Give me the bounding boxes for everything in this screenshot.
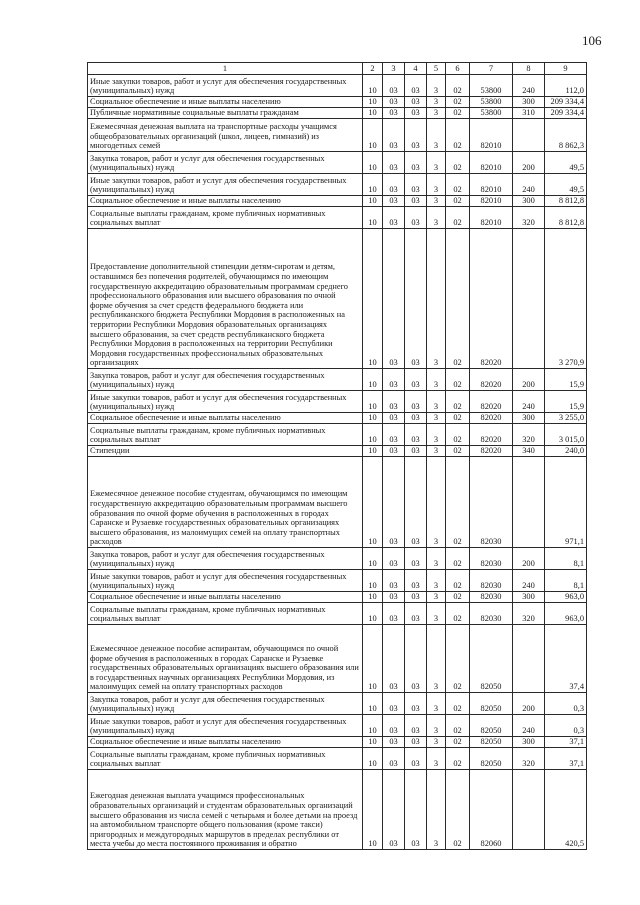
expense-name-cell: Иные закупки товаров, работ и услуг для обеспечения государственных (муниципальных) нужд <box>88 715 363 737</box>
table-row <box>88 770 587 850</box>
expense-name-cell: Социальное обеспечение и иные выплаты населению <box>88 196 363 207</box>
code-cell: 03 <box>405 748 427 770</box>
table-row <box>88 457 587 548</box>
code-cell: 02 <box>446 424 470 446</box>
amount-cell: 209 334,4 <box>545 108 587 119</box>
code-cell: 3 <box>427 424 446 446</box>
code-cell: 03 <box>383 108 405 119</box>
expense-type-cell: 300 <box>513 592 545 603</box>
column-header: 7 <box>470 63 513 75</box>
code-cell: 03 <box>383 748 405 770</box>
code-cell: 03 <box>405 391 427 413</box>
amount-cell: 15,9 <box>545 391 587 413</box>
expense-type-cell: 240 <box>513 391 545 413</box>
table-row <box>88 715 587 737</box>
target-article-cell: 82050 <box>470 737 513 748</box>
expense-type-cell: 240 <box>513 715 545 737</box>
code-cell: 03 <box>383 119 405 152</box>
expense-name-cell: Социальное обеспечение и иные выплаты населению <box>88 97 363 108</box>
target-article-cell: 82010 <box>470 174 513 196</box>
table-header-row <box>88 63 587 75</box>
target-article-cell: 82030 <box>470 603 513 625</box>
amount-cell: 3 270,9 <box>545 229 587 369</box>
expense-name-cell: Ежегодная денежная выплата учащимся профессиональных образовательных организаций и студентам образовательных организаций высшего образования из числа семей с четырьмя и более детьми на проезд на автомобильном транспорте общего пользования (кроме такси) пригородных и междугородных маршрутов в пределах республики от места учебы до места постоянного проживания и обратно <box>88 770 363 850</box>
code-cell: 10 <box>363 207 383 229</box>
amount-cell: 240,0 <box>545 446 587 457</box>
code-cell: 02 <box>446 457 470 548</box>
code-cell: 3 <box>427 75 446 97</box>
code-cell: 02 <box>446 603 470 625</box>
expense-type-cell: 320 <box>513 603 545 625</box>
table-row <box>88 603 587 625</box>
table-row <box>88 152 587 174</box>
code-cell: 3 <box>427 174 446 196</box>
code-cell: 3 <box>427 391 446 413</box>
code-cell: 02 <box>446 152 470 174</box>
target-article-cell: 82010 <box>470 152 513 174</box>
code-cell: 3 <box>427 625 446 693</box>
target-article-cell: 82010 <box>470 119 513 152</box>
code-cell: 03 <box>405 693 427 715</box>
code-cell: 03 <box>405 570 427 592</box>
target-article-cell: 82020 <box>470 369 513 391</box>
code-cell: 03 <box>405 207 427 229</box>
table-row <box>88 570 587 592</box>
code-cell: 02 <box>446 196 470 207</box>
target-article-cell: 82020 <box>470 391 513 413</box>
code-cell: 02 <box>446 391 470 413</box>
code-cell: 02 <box>446 174 470 196</box>
expense-type-cell: 200 <box>513 693 545 715</box>
code-cell: 10 <box>363 770 383 850</box>
expense-type-cell: 240 <box>513 174 545 196</box>
table-row <box>88 174 587 196</box>
amount-cell: 420,5 <box>545 770 587 850</box>
code-cell: 03 <box>405 229 427 369</box>
code-cell: 02 <box>446 75 470 97</box>
code-cell: 10 <box>363 174 383 196</box>
target-article-cell: 82050 <box>470 715 513 737</box>
expense-type-cell: 340 <box>513 446 545 457</box>
table-row <box>88 196 587 207</box>
code-cell: 02 <box>446 592 470 603</box>
expense-type-cell: 300 <box>513 97 545 108</box>
amount-cell: 37,4 <box>545 625 587 693</box>
column-header: 6 <box>446 63 470 75</box>
budget-table <box>87 62 587 850</box>
expense-type-cell <box>513 770 545 850</box>
code-cell: 03 <box>405 603 427 625</box>
expense-type-cell: 300 <box>513 196 545 207</box>
code-cell: 03 <box>405 75 427 97</box>
code-cell: 3 <box>427 152 446 174</box>
target-article-cell: 82020 <box>470 424 513 446</box>
table-row <box>88 592 587 603</box>
expense-type-cell: 200 <box>513 152 545 174</box>
code-cell: 10 <box>363 119 383 152</box>
table-row <box>88 369 587 391</box>
code-cell: 10 <box>363 715 383 737</box>
amount-cell: 37,1 <box>545 748 587 770</box>
target-article-cell: 82020 <box>470 229 513 369</box>
code-cell: 10 <box>363 625 383 693</box>
amount-cell: 8,1 <box>545 548 587 570</box>
code-cell: 03 <box>405 715 427 737</box>
code-cell: 3 <box>427 748 446 770</box>
target-article-cell: 82060 <box>470 770 513 850</box>
code-cell: 10 <box>363 108 383 119</box>
code-cell: 10 <box>363 97 383 108</box>
expense-name-cell: Социальные выплаты гражданам, кроме публичных нормативных социальных выплат <box>88 603 363 625</box>
code-cell: 10 <box>363 457 383 548</box>
target-article-cell: 82050 <box>470 625 513 693</box>
expense-name-cell: Ежемесячная денежная выплата на транспортные расходы учащимся общеобразовательных организаций (школ, лицеев, гимназий) из многодетных семей <box>88 119 363 152</box>
code-cell: 03 <box>405 737 427 748</box>
expense-name-cell: Социальные выплаты гражданам, кроме публичных нормативных социальных выплат <box>88 748 363 770</box>
code-cell: 03 <box>405 446 427 457</box>
code-cell: 3 <box>427 196 446 207</box>
code-cell: 03 <box>405 174 427 196</box>
expense-type-cell: 240 <box>513 75 545 97</box>
amount-cell: 3 255,0 <box>545 413 587 424</box>
code-cell: 03 <box>405 770 427 850</box>
expense-type-cell <box>513 119 545 152</box>
expense-name-cell: Социальные выплаты гражданам, кроме публичных нормативных социальных выплат <box>88 207 363 229</box>
column-header: 3 <box>383 63 405 75</box>
code-cell: 10 <box>363 196 383 207</box>
amount-cell: 112,0 <box>545 75 587 97</box>
amount-cell: 8 812,8 <box>545 207 587 229</box>
amount-cell: 963,0 <box>545 592 587 603</box>
code-cell: 03 <box>405 625 427 693</box>
code-cell: 10 <box>363 152 383 174</box>
code-cell: 3 <box>427 119 446 152</box>
code-cell: 02 <box>446 413 470 424</box>
amount-cell: 8 812,8 <box>545 196 587 207</box>
code-cell: 10 <box>363 748 383 770</box>
code-cell: 10 <box>363 737 383 748</box>
code-cell: 3 <box>427 413 446 424</box>
table-row <box>88 424 587 446</box>
code-cell: 03 <box>383 207 405 229</box>
column-header: 2 <box>363 63 383 75</box>
expense-name-cell: Иные закупки товаров, работ и услуг для обеспечения государственных (муниципальных) нужд <box>88 391 363 413</box>
expense-name-cell: Социальное обеспечение и иные выплаты населению <box>88 413 363 424</box>
code-cell: 10 <box>363 570 383 592</box>
code-cell: 03 <box>405 108 427 119</box>
code-cell: 03 <box>405 152 427 174</box>
expense-type-cell: 300 <box>513 737 545 748</box>
expense-name-cell: Закупка товаров, работ и услуг для обеспечения государственных (муниципальных) нужд <box>88 369 363 391</box>
code-cell: 02 <box>446 548 470 570</box>
code-cell: 03 <box>383 625 405 693</box>
code-cell: 03 <box>383 603 405 625</box>
table-row <box>88 693 587 715</box>
code-cell: 02 <box>446 229 470 369</box>
code-cell: 3 <box>427 592 446 603</box>
code-cell: 03 <box>383 229 405 369</box>
target-article-cell: 53800 <box>470 108 513 119</box>
code-cell: 03 <box>383 152 405 174</box>
code-cell: 3 <box>427 570 446 592</box>
code-cell: 10 <box>363 592 383 603</box>
code-cell: 03 <box>383 413 405 424</box>
target-article-cell: 82050 <box>470 748 513 770</box>
amount-cell: 963,0 <box>545 603 587 625</box>
column-header: 9 <box>545 63 587 75</box>
code-cell: 03 <box>383 424 405 446</box>
expense-name-cell: Социальные выплаты гражданам, кроме публичных нормативных социальных выплат <box>88 424 363 446</box>
target-article-cell: 82010 <box>470 207 513 229</box>
code-cell: 03 <box>383 737 405 748</box>
code-cell: 03 <box>383 548 405 570</box>
code-cell: 03 <box>405 548 427 570</box>
code-cell: 02 <box>446 369 470 391</box>
code-cell: 03 <box>383 570 405 592</box>
table-row <box>88 119 587 152</box>
table-row <box>88 737 587 748</box>
code-cell: 02 <box>446 108 470 119</box>
code-cell: 3 <box>427 693 446 715</box>
code-cell: 02 <box>446 446 470 457</box>
code-cell: 02 <box>446 97 470 108</box>
table-row <box>88 108 587 119</box>
code-cell: 3 <box>427 369 446 391</box>
table-row <box>88 446 587 457</box>
amount-cell: 49,5 <box>545 152 587 174</box>
code-cell: 02 <box>446 207 470 229</box>
amount-cell: 3 015,0 <box>545 424 587 446</box>
code-cell: 03 <box>383 715 405 737</box>
amount-cell: 15,9 <box>545 369 587 391</box>
code-cell: 02 <box>446 715 470 737</box>
code-cell: 03 <box>405 119 427 152</box>
code-cell: 03 <box>383 75 405 97</box>
amount-cell: 8 862,3 <box>545 119 587 152</box>
expense-name-cell: Иные закупки товаров, работ и услуг для обеспечения государственных (муниципальных) нужд <box>88 570 363 592</box>
expense-name-cell: Публичные нормативные социальные выплаты гражданам <box>88 108 363 119</box>
code-cell: 03 <box>383 391 405 413</box>
code-cell: 03 <box>383 97 405 108</box>
column-header: 5 <box>427 63 446 75</box>
target-article-cell: 82020 <box>470 413 513 424</box>
expense-name-cell: Закупка товаров, работ и услуг для обеспечения государственных (муниципальных) нужд <box>88 152 363 174</box>
code-cell: 3 <box>427 715 446 737</box>
code-cell: 03 <box>405 592 427 603</box>
code-cell: 10 <box>363 424 383 446</box>
code-cell: 02 <box>446 748 470 770</box>
code-cell: 03 <box>405 413 427 424</box>
code-cell: 03 <box>383 693 405 715</box>
code-cell: 3 <box>427 229 446 369</box>
code-cell: 03 <box>383 457 405 548</box>
code-cell: 10 <box>363 548 383 570</box>
page-number: 106 <box>582 33 602 48</box>
code-cell: 03 <box>383 174 405 196</box>
table-row <box>88 207 587 229</box>
expense-name-cell: Иные закупки товаров, работ и услуг для обеспечения государственных (муниципальных) нужд <box>88 174 363 196</box>
code-cell: 03 <box>383 770 405 850</box>
code-cell: 3 <box>427 457 446 548</box>
code-cell: 3 <box>427 737 446 748</box>
code-cell: 02 <box>446 693 470 715</box>
expense-type-cell <box>513 229 545 369</box>
code-cell: 10 <box>363 413 383 424</box>
code-cell: 02 <box>446 625 470 693</box>
target-article-cell: 82030 <box>470 457 513 548</box>
code-cell: 03 <box>383 369 405 391</box>
table-row <box>88 748 587 770</box>
expense-name-cell: Закупка товаров, работ и услуг для обеспечения государственных (муниципальных) нужд <box>88 548 363 570</box>
code-cell: 03 <box>405 424 427 446</box>
table-row <box>88 625 587 693</box>
column-header: 8 <box>513 63 545 75</box>
expense-name-cell: Социальное обеспечение и иные выплаты населению <box>88 737 363 748</box>
column-header: 4 <box>405 63 427 75</box>
amount-cell: 209 334,4 <box>545 97 587 108</box>
expense-name-cell: Ежемесячное денежное пособие студентам, обучающимся по имеющим государственную аккредитацию образовательным программам высшего образования по очной форме обучения в расположенных в городах Саранске и Рузаевке государственных образовательных организациях высшего образования, из малоимущих семей на оплату транспортных расходов <box>88 457 363 548</box>
expense-type-cell: 240 <box>513 570 545 592</box>
expense-type-cell: 320 <box>513 207 545 229</box>
code-cell: 3 <box>427 446 446 457</box>
code-cell: 03 <box>383 446 405 457</box>
code-cell: 10 <box>363 603 383 625</box>
expense-name-cell: Предоставление дополнительной стипендии детям-сиротам и детям, оставшимся без попечения родителей, обучающимся по имеющим государственную аккредитацию образовательным программам среднего профессионального образования или высшего образования по очной форме обучения за счет средств федерального бюджета или республиканского бюджета Республики Мордовия в расположенных на территории Республики Мордовия образовательных организациях высшего образования, за счет средств республиканского бюджета Республики Мордовия в расположенных на территории Республики Мордовия государственных профессиональных образовательных организациях <box>88 229 363 369</box>
code-cell: 3 <box>427 207 446 229</box>
code-cell: 03 <box>383 196 405 207</box>
code-cell: 10 <box>363 446 383 457</box>
code-cell: 03 <box>405 196 427 207</box>
code-cell: 02 <box>446 119 470 152</box>
code-cell: 3 <box>427 770 446 850</box>
expense-type-cell: 300 <box>513 413 545 424</box>
code-cell: 02 <box>446 737 470 748</box>
target-article-cell: 82050 <box>470 693 513 715</box>
code-cell: 02 <box>446 770 470 850</box>
table-body <box>88 75 587 850</box>
table-row <box>88 229 587 369</box>
code-cell: 03 <box>405 97 427 108</box>
expense-name-cell: Ежемесячное денежное пособие аспирантам, обучающимся по очной форме обучения в расположенных в городах Саранске и Рузаевке государственных образовательных организациях высшего образования или в государственных научных организациях Республики Мордовия, из малоимущих семей на оплату транспортных расходов <box>88 625 363 693</box>
expense-type-cell: 310 <box>513 108 545 119</box>
target-article-cell: 82030 <box>470 592 513 603</box>
expense-type-cell: 320 <box>513 424 545 446</box>
expense-name-cell: Стипендии <box>88 446 363 457</box>
code-cell: 03 <box>383 592 405 603</box>
target-article-cell: 82030 <box>470 548 513 570</box>
expense-name-cell: Закупка товаров, работ и услуг для обеспечения государственных (муниципальных) нужд <box>88 693 363 715</box>
code-cell: 3 <box>427 108 446 119</box>
amount-cell: 8,1 <box>545 570 587 592</box>
target-article-cell: 53800 <box>470 75 513 97</box>
code-cell: 03 <box>405 457 427 548</box>
target-article-cell: 53800 <box>470 97 513 108</box>
expense-name-cell: Социальное обеспечение и иные выплаты населению <box>88 592 363 603</box>
expense-type-cell: 200 <box>513 369 545 391</box>
amount-cell: 49,5 <box>545 174 587 196</box>
code-cell: 10 <box>363 369 383 391</box>
code-cell: 10 <box>363 75 383 97</box>
expense-type-cell <box>513 457 545 548</box>
expense-name-cell: Иные закупки товаров, работ и услуг для обеспечения государственных (муниципальных) нужд <box>88 75 363 97</box>
table-row <box>88 548 587 570</box>
code-cell: 02 <box>446 570 470 592</box>
amount-cell: 0,3 <box>545 693 587 715</box>
expense-type-cell: 200 <box>513 548 545 570</box>
table-row <box>88 413 587 424</box>
amount-cell: 37,1 <box>545 737 587 748</box>
table-row <box>88 391 587 413</box>
target-article-cell: 82020 <box>470 446 513 457</box>
expense-type-cell <box>513 625 545 693</box>
code-cell: 3 <box>427 97 446 108</box>
code-cell: 10 <box>363 229 383 369</box>
code-cell: 10 <box>363 391 383 413</box>
code-cell: 10 <box>363 693 383 715</box>
code-cell: 3 <box>427 548 446 570</box>
code-cell: 03 <box>405 369 427 391</box>
column-header: 1 <box>88 63 363 75</box>
target-article-cell: 82030 <box>470 570 513 592</box>
amount-cell: 971,1 <box>545 457 587 548</box>
code-cell: 3 <box>427 603 446 625</box>
table-row <box>88 75 587 97</box>
expense-type-cell: 320 <box>513 748 545 770</box>
amount-cell: 0,3 <box>545 715 587 737</box>
target-article-cell: 82010 <box>470 196 513 207</box>
table-row <box>88 97 587 108</box>
